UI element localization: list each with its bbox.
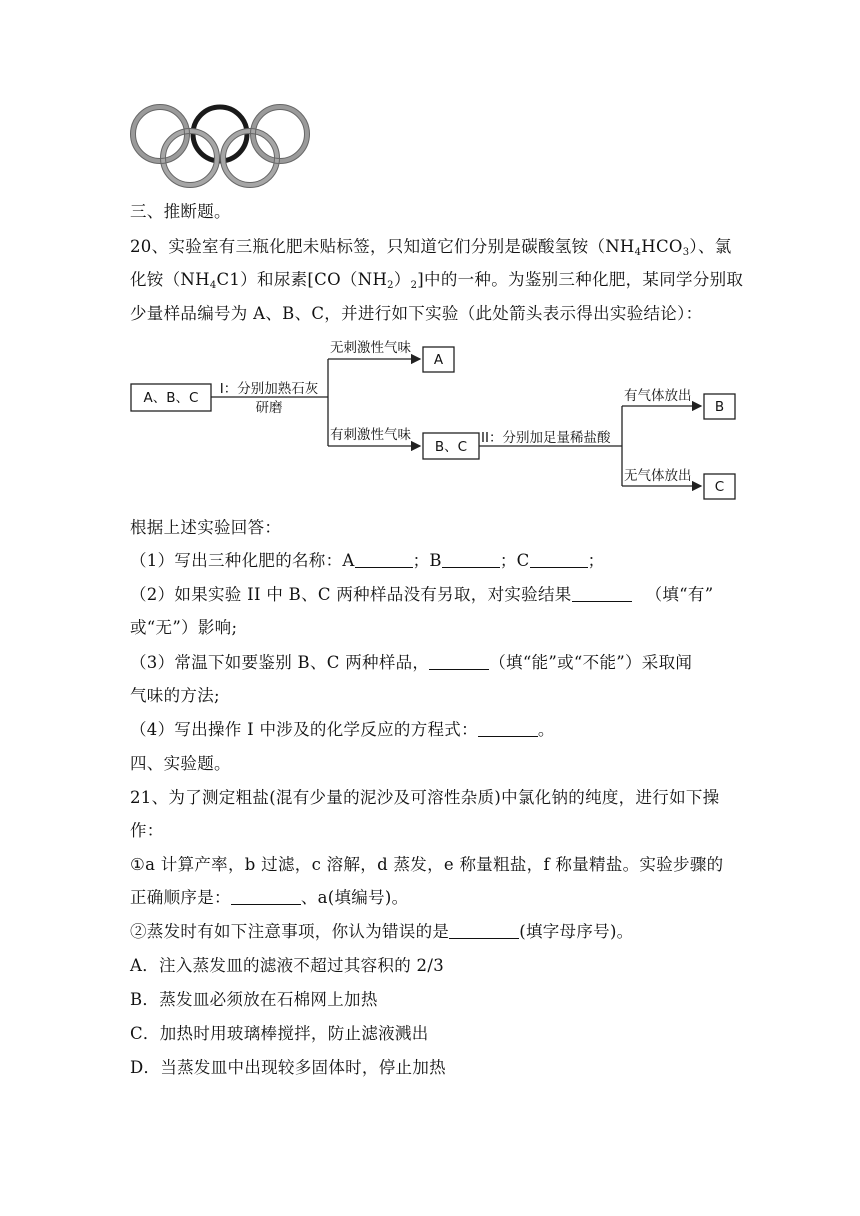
step1-label-2: 研磨	[255, 400, 283, 416]
q20-part-3-cont: 气味的方法;	[130, 686, 220, 705]
q21-step-1: ①a 计算产率，b 过滤，c 溶解，d 蒸发，e 称量粗盐，f 称量精盐。实验步骤的	[130, 855, 724, 874]
answer-blank[interactable]	[530, 551, 588, 568]
q20-part-4: （4）写出操作 I 中涉及的化学反应的方程式： 。	[130, 720, 555, 739]
option-b: B．蒸发皿必须放在石棉网上加热	[130, 990, 378, 1009]
answers-intro: 根据上述实验回答：	[130, 518, 282, 537]
q21-step-1-cont: 正确顺序是： 、a(填编号)。	[130, 888, 409, 907]
section-4-title: 四、实验题。	[130, 754, 231, 773]
answer-blank[interactable]	[449, 922, 519, 939]
q21-line-2: 作：	[130, 821, 164, 840]
step1-label: I：分别加熟石灰	[219, 381, 319, 397]
option-d: D．当蒸发皿中出现较多固体时，停止加热	[130, 1058, 446, 1077]
q20-line-2: 化铵$(NH_4C1)$和尿素$[CO(NH_2)_2]$中的一种。为鉴别三种化肥，某同学分别取	[130, 270, 744, 291]
q20-part-1: （1）写出三种化肥的名称：A ；B ；C ；	[130, 551, 605, 570]
branch2-up-label: 有气体放出	[624, 388, 692, 404]
branch2-down-label: 无气体放出	[624, 468, 692, 484]
box-a-label: A	[433, 352, 444, 368]
box-c-label: C	[714, 479, 725, 495]
answer-blank[interactable]	[355, 551, 413, 568]
step2-label: II：分别加足量稀盐酸	[481, 430, 611, 446]
q20-part-3: （3）常温下如要鉴别 B、C 两种样品， （填“能”或“不能”）采取闻	[130, 653, 693, 672]
branch-down-label: 有刺激性气味	[330, 427, 411, 443]
q20-part-2: （2）如果实验 II 中 B、C 两种样品没有另取，对实验结果 （填“有”	[130, 585, 714, 604]
q20-part-2-cont: 或“无”）影响;	[130, 618, 238, 637]
answer-blank[interactable]	[478, 720, 538, 737]
answer-blank[interactable]	[442, 551, 500, 568]
option-c: C．加热时用玻璃棒搅拌，防止滤液溅出	[130, 1024, 429, 1043]
flow-diagram	[0, 330, 860, 510]
section-3-title: 三、推断题。	[130, 202, 231, 221]
q21-step-2: ②蒸发时有如下注意事项，你认为错误的是 (填字母序号)。	[130, 922, 634, 941]
branch-up-label: 无刺激性气味	[330, 340, 411, 356]
option-a: A．注入蒸发皿的滤液不超过其容积的 2/3	[130, 956, 445, 975]
q21-line-1: 21、为了测定粗盐(混有少量的泥沙及可溶性杂质)中氯化钠的纯度，进行如下操	[130, 788, 720, 807]
start-box-label: A、B、C	[143, 390, 199, 406]
answer-blank[interactable]	[429, 653, 489, 670]
answer-blank[interactable]	[572, 585, 632, 602]
answer-blank[interactable]	[231, 888, 301, 905]
olympic-rings-image	[128, 102, 312, 194]
box-b-label: B	[714, 399, 725, 415]
q20-line-1: 20、实验室有三瓶化肥未贴标签，只知道它们分别是碳酸氢铵$(NH_4HCO_3)$、氯	[130, 237, 732, 258]
q20-line-3: 少量样品编号为 A、B、C，并进行如下实验（此处箭头表示得出实验结论）：	[130, 304, 703, 323]
box-bc-label: B、C	[434, 439, 468, 455]
